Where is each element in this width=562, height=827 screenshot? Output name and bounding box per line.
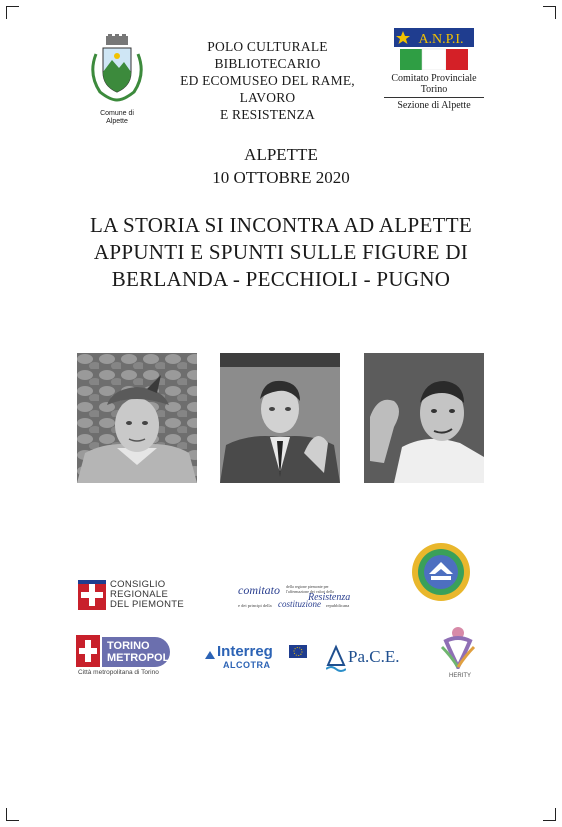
comitato-subtext: repubblicana [326,603,350,608]
comune-label-line: Comune di [100,110,134,117]
coat-of-arms-icon [86,34,148,104]
crop-mark-bottom-left [6,808,19,821]
pace-logo [326,643,406,677]
crop-mark-bottom-right [543,808,556,821]
anpi-name: A.N.P.I. [418,32,464,47]
eu-flag-icon [289,645,307,658]
event-title [0,212,562,293]
event-place: ALPETTE [244,145,318,164]
resistenza-word: Resistenza [308,592,351,603]
torino-line: METROPOLI [107,652,173,664]
herity-name: HERITY [448,673,471,679]
interreg-subtitle: ALCOTRA [223,660,271,670]
torino-metropoli-logo [76,635,176,679]
crop-mark-top-left [6,6,19,19]
herity-logo [432,625,488,681]
portrait-photo-pecchioli [220,353,340,483]
header-line: ED ECOMUSEO DEL RAME, LAVORO [180,73,355,105]
comitato-subtext: e dei principi della [238,603,272,608]
comune-label-line: Alpette [106,118,128,125]
piemonte-shield-icon [78,580,106,610]
event-date: 10 OTTOBRE 2020 [212,168,350,187]
header-line: POLO CULTURALE BIBLIOTECARIO [207,39,328,71]
torino-badge [102,637,173,667]
circle-emblem-icon [411,542,471,602]
consiglio-line: CONSIGLIO [110,579,166,590]
title-line: BERLANDA - PECCHIOLI - PUGNO [111,267,451,291]
torino-line: TORINO [107,640,150,652]
anpi-logo [384,28,484,111]
consiglio-line: DEL PIEMONTE [110,599,184,610]
interreg-name: Interreg [217,643,273,660]
header-organization [160,38,375,123]
portrait-photo-berlanda [77,353,197,483]
interreg-mountain-icon [205,649,215,659]
consiglio-line: REGIONALE [110,589,169,600]
header-line: E RESISTENZA [219,107,316,122]
anpi-flag-icon [394,28,474,70]
interreg-alcotra-logo [205,643,310,679]
pace-mountain-icon [326,643,346,673]
torino-subtitle: Città metropolitana di Torino [78,669,159,676]
anpi-section-label: Sezione di Alpette [397,100,471,111]
consiglio-regionale-logo [78,580,188,612]
anpi-committee-label: Comitato Provinciale Torino [384,73,484,98]
comune-crest-logo [86,34,148,126]
torino-shield-icon [76,635,100,667]
comitato-word: comitato [238,583,280,597]
title-line: LA STORIA SI INCONTRA AD ALPETTE [90,213,472,237]
comitato-subtext: della regione piemonte per l'affermazione dei valori della [286,584,334,594]
title-line: APPUNTI E SPUNTI SULLE FIGURE DI [93,240,469,264]
crop-mark-top-right [543,6,556,19]
portrait-photo-pugno [364,353,484,483]
pace-name: Pa.C.E. [348,647,400,666]
comune-label [86,110,148,126]
event-date-block [0,143,562,189]
herity-figure-icon [432,625,488,669]
circular-emblem-logo [411,542,471,602]
costituzione-word: costituzione [278,599,321,609]
comitato-resistenza-logo [238,583,350,613]
